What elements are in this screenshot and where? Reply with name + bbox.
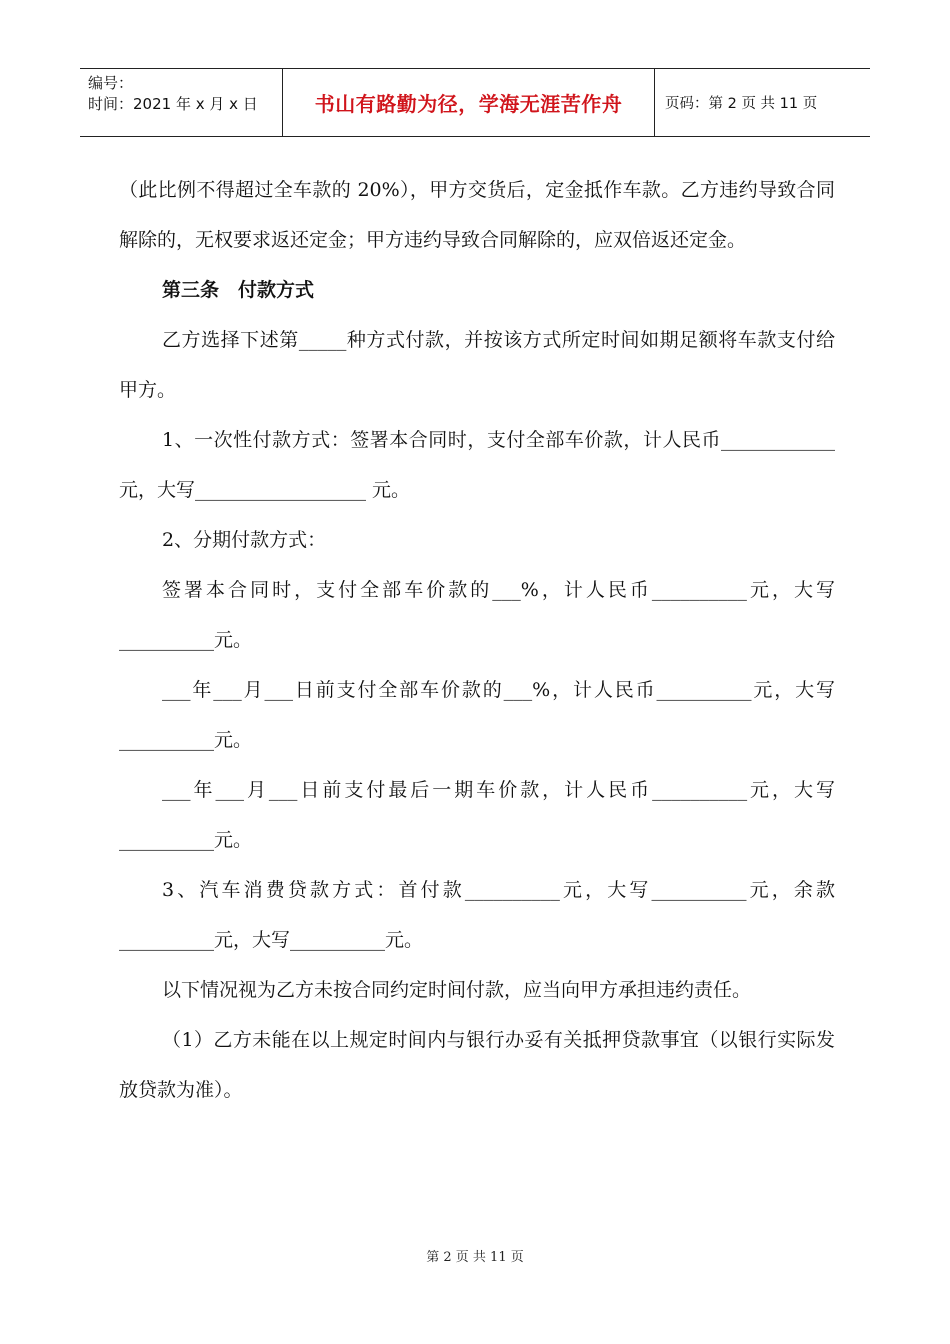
doc-number-label: 编号： — [88, 74, 134, 92]
header-page-info: 页码：第 2 页 共 11 页 — [665, 96, 818, 112]
paragraph: 1、一次性付款方式：签署本合同时，支付全部车价款，计人民币____________ 元，大写__________________ 元。 — [119, 429, 835, 501]
page-header — [80, 68, 870, 137]
doc-date-label: 时间：2021 年 x 月 x 日 — [88, 95, 258, 113]
paragraph: 以下情况视为乙方未按合同约定时间付款，应当向甲方承担违约责任。 — [162, 979, 752, 1001]
paragraph: ___年___月___日前支付最后一期车价款，计人民币__________元，大写__________元。 — [119, 779, 835, 851]
page-footer: 第 2 页 共 11 页 — [426, 1250, 524, 1265]
paragraph: 2、分期付款方式： — [162, 529, 327, 551]
section-heading: 第三条 付款方式 — [162, 279, 315, 301]
paragraph: （此比例不得超过全车款的 20%），甲方交货后，定金抵作车款。乙方违约导致合同解除的，无权要求返还定金；甲方违约导致合同解除的，应双倍返还定金。 — [119, 179, 835, 251]
paragraph: 乙方选择下述第_____种方式付款，并按该方式所定时间如期足额将车款支付给甲方。 — [119, 329, 835, 401]
document-body — [119, 165, 835, 1115]
header-motto: 书山有路勤为径，学海无涯苦作舟 — [283, 69, 655, 136]
paragraph: 签署本合同时，支付全部车价款的___%，计人民币__________元，大写__________元。 — [119, 579, 835, 651]
paragraph: 3、汽车消费贷款方式：首付款__________元，大写__________元，余款__________元，大写__________元。 — [119, 879, 835, 951]
paragraph: （1）乙方未能在以上规定时间内与银行办妥有关抵押贷款事宜（以银行实际发放贷款为准）。 — [119, 1029, 835, 1101]
header-meta — [80, 69, 283, 136]
paragraph: ___年___月___日前支付全部车价款的___%，计人民币__________元，大写__________元。 — [119, 679, 835, 751]
